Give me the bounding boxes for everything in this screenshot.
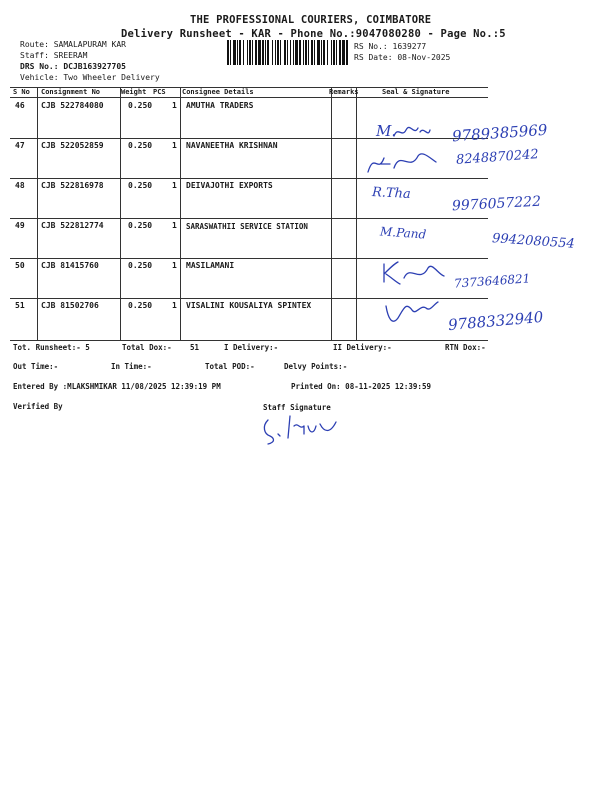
handwritten-phone: 7373646821: [453, 271, 531, 291]
route-label: Route: SAMALAPURAM KAR: [20, 40, 126, 49]
delvy-points-label: Delvy Points:-: [284, 362, 348, 371]
barcode-bar: [327, 40, 328, 65]
col-header-remarks: Remarks: [329, 88, 359, 96]
barcode-bar: [311, 40, 313, 65]
company-title: THE PROFESSIONAL COURIERS, COIMBATORE: [190, 14, 432, 26]
barcode-bar: [305, 40, 307, 65]
col-header-consignment: Consignment No: [41, 88, 101, 96]
row-sno: 48: [15, 181, 25, 190]
entered-by: Entered By :MLAKSHMIKAR 11/08/2025 12:39:19 PM: [13, 382, 221, 391]
handwritten-name: M.: [376, 122, 397, 140]
col-divider: [356, 87, 357, 340]
row-consignee: DEIVAJOTHI EXPORTS: [186, 181, 273, 190]
row-pcs: 1: [172, 101, 177, 110]
barcode-bar: [280, 40, 281, 65]
barcode-bar: [255, 40, 257, 65]
barcode-bar: [249, 40, 251, 65]
barcode-bar: [317, 40, 320, 65]
col-divider: [120, 87, 121, 340]
handwritten-signature: [364, 148, 444, 176]
handwritten-name: M.Pand: [379, 224, 427, 242]
row-consignee: SARASWATHII SERVICE STATION: [186, 222, 308, 231]
total-dox-label: Total Dox:-: [122, 343, 172, 352]
row-pcs: 1: [172, 221, 177, 230]
row-consignee: MASILAMANI: [186, 261, 235, 270]
barcode-bar: [295, 40, 298, 65]
barcode-bar: [272, 40, 273, 65]
row-divider: [10, 258, 488, 259]
barcode-bar: [247, 40, 248, 65]
row-consignment: CJB 522812774: [41, 221, 104, 230]
barcode-bar: [333, 40, 335, 65]
barcode-bar: [293, 40, 294, 65]
row-weight: 0.250: [128, 301, 153, 310]
barcode-bar: [339, 40, 341, 65]
vehicle-label: Vehicle: Two Wheeler Delivery: [20, 73, 160, 82]
row-weight: 0.250: [128, 261, 153, 270]
barcode-bar: [303, 40, 304, 65]
col-header-pcs: PCS: [153, 88, 166, 96]
tot-runsheet: Tot. Runsheet:- 5: [13, 343, 90, 352]
barcode-bar: [299, 40, 301, 65]
ii-delivery-label: II Delivery:-: [333, 343, 392, 352]
barcode-bar: [267, 40, 269, 65]
barcode-bar: [239, 40, 241, 65]
barcode-bar: [321, 40, 322, 65]
handwritten-phone: 9788332940: [447, 307, 545, 335]
barcode-bar: [290, 40, 291, 65]
drs-number: DRS No.: DCJB163927705: [20, 62, 126, 71]
row-consignment: CJB 522052859: [41, 141, 104, 150]
row-weight: 0.250: [128, 141, 153, 150]
out-time-label: Out Time:-: [13, 362, 59, 371]
col-header-seal-signature: Seal & Signature: [382, 88, 450, 96]
barcode-bar: [243, 40, 244, 65]
row-consignee: NAVANEETHA KRISHNAN: [186, 141, 278, 150]
barcode-bar: [275, 40, 276, 65]
barcode-bar: [230, 40, 231, 65]
col-divider: [331, 87, 332, 340]
barcode-bar: [258, 40, 261, 65]
total-pod-label: Total POD:-: [205, 362, 255, 371]
staff-signature: [260, 412, 342, 446]
row-consignment: CJB 522816978: [41, 181, 104, 190]
barcode-bar: [252, 40, 253, 65]
row-divider: [10, 218, 488, 219]
barcode-bar: [308, 40, 309, 65]
handwritten-signature: [382, 298, 442, 330]
row-pcs: 1: [172, 301, 177, 310]
row-weight: 0.250: [128, 101, 153, 110]
barcode-bar: [227, 40, 229, 65]
barcode: [227, 40, 349, 65]
rtn-dox-label: RTN Dox:-: [445, 343, 486, 352]
staff-signature-label: Staff Signature: [263, 403, 331, 412]
barcode-bar: [265, 40, 266, 65]
row-consignee: VISALINI KOUSALIYA SPINTEX: [186, 301, 312, 310]
row-pcs: 1: [172, 261, 177, 270]
i-delivery-label: I Delivery:-: [224, 343, 279, 352]
runsheet-subtitle: Delivery Runsheet - KAR - Phone No.:9047080280 - Page No.:5: [121, 28, 506, 40]
col-divider: [180, 87, 181, 340]
col-header-consignee: Consignee Details: [182, 88, 254, 96]
handwritten-phone: 8248870242: [455, 147, 540, 168]
row-pcs: 1: [172, 181, 177, 190]
barcode-bar: [342, 40, 345, 65]
barcode-bar: [262, 40, 264, 65]
row-sno: 51: [15, 301, 25, 310]
row-sno: 46: [15, 101, 25, 110]
handwritten-phone: 9976057222: [451, 193, 542, 215]
barcode-bar: [331, 40, 332, 65]
row-sno: 49: [15, 221, 25, 230]
barcode-bar: [237, 40, 238, 65]
row-weight: 0.250: [128, 181, 153, 190]
row-consignment: CJB 522784080: [41, 101, 104, 110]
barcode-bar: [323, 40, 325, 65]
row-consignment: CJB 81415760: [41, 261, 99, 270]
barcode-bar: [277, 40, 279, 65]
row-pcs: 1: [172, 141, 177, 150]
row-divider: [10, 178, 488, 179]
barcode-bar: [287, 40, 288, 65]
barcode-bar: [346, 40, 348, 65]
row-consignee: AMUTHA TRADERS: [186, 101, 254, 110]
table-header-border: [10, 97, 488, 98]
table-bottom-border: [10, 340, 488, 341]
barcode-bar: [233, 40, 236, 65]
row-consignment: CJB 81502706: [41, 301, 99, 310]
col-divider: [37, 87, 38, 340]
handwritten-name: R.Tha: [371, 184, 412, 203]
handwritten-signature: [380, 260, 450, 286]
handwritten-phone: 9942080554: [491, 231, 576, 252]
staff-label: Staff: SREERAM: [20, 51, 88, 60]
handwritten-signature: [392, 122, 432, 142]
printed-on: Printed On: 08-11-2025 12:39:59: [291, 382, 431, 391]
row-sno: 47: [15, 141, 25, 150]
barcode-bar: [284, 40, 286, 65]
rs-number: RS No.: 1639277: [354, 42, 427, 51]
barcode-bar: [336, 40, 337, 65]
total-dox-value: 51: [190, 343, 200, 352]
col-header-weight: Weight: [121, 88, 147, 96]
row-sno: 50: [15, 261, 25, 270]
verified-by-label: Verified By: [13, 402, 63, 411]
barcode-bar: [314, 40, 315, 65]
col-header-sno: S No: [13, 88, 30, 96]
row-weight: 0.250: [128, 221, 153, 230]
handwritten-phone: 9789385969: [451, 120, 548, 146]
in-time-label: In Time:-: [111, 362, 152, 371]
rs-date: RS Date: 08-Nov-2025: [354, 53, 451, 62]
